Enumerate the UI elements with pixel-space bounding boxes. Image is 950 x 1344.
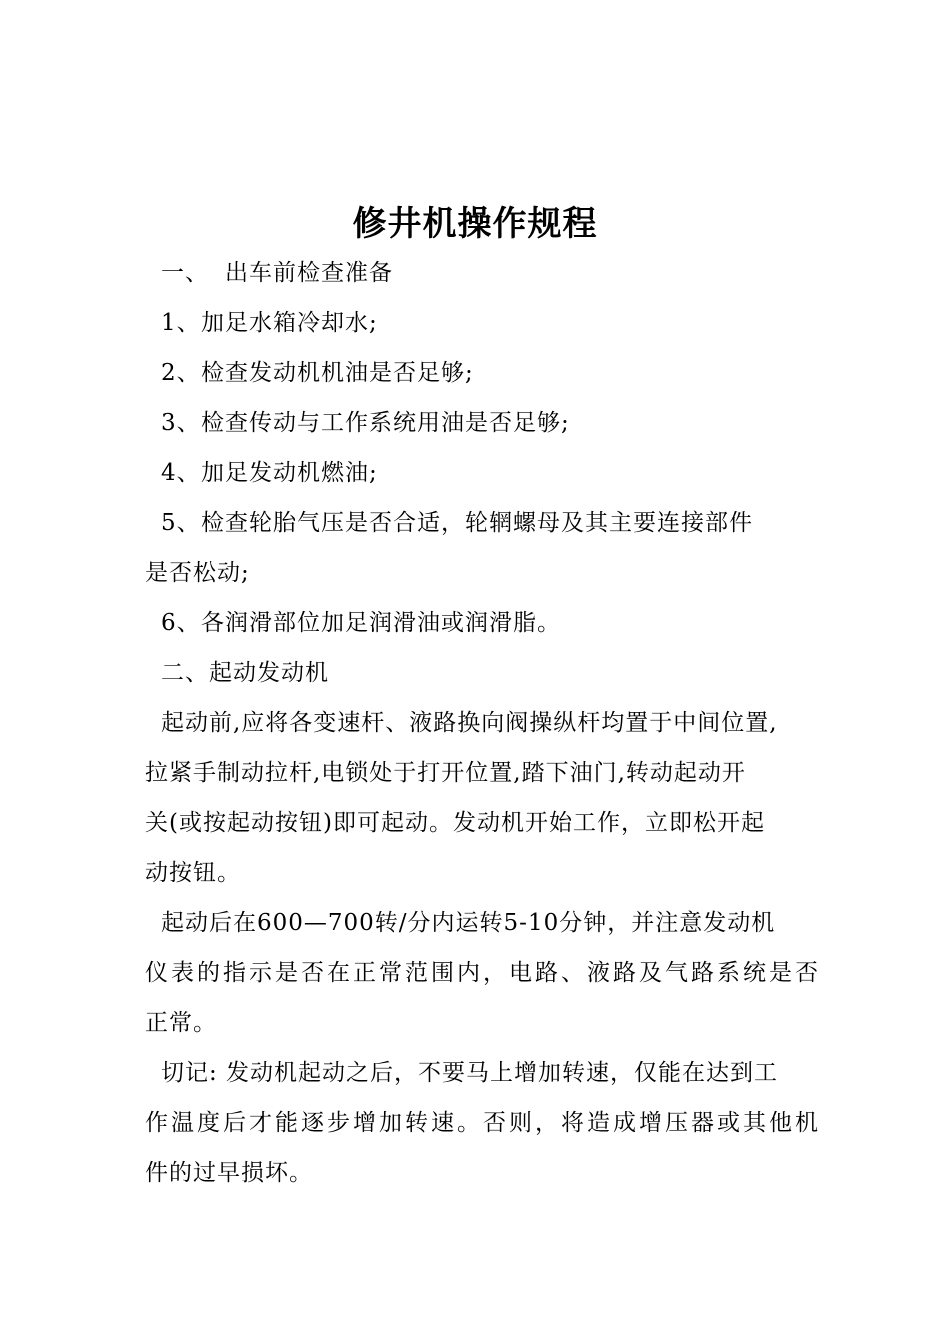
list-item-text: 检查发动机机油是否足够; [201,360,474,386]
paragraph-line: 仪表的指示是否在正常范围内，电路、液路及气路系统是否 [145,960,821,986]
list-item [145,348,835,398]
section2-heading: 二、起动发动机 [161,660,329,686]
list-item-num: 3、 [161,410,201,436]
list-item-num: 5、 [161,510,201,536]
list-item-num: 2、 [161,360,201,386]
paragraph-line: 起动前,应将各变速杆、液路换向阀操纵杆均置于中间位置, [161,710,778,736]
list-item [145,448,835,498]
list-item-text: 加足发动机燃油; [201,460,378,486]
paragraph-line: 件的过早损坏。 [145,1160,313,1186]
list-item-text: 各润滑部位加足润滑油或润滑脂。 [201,610,561,636]
paragraph-line: 动按钮。 [145,860,241,886]
section1-num: 一、 [161,260,209,286]
section1-heading-text: 出车前检查准备 [225,260,393,286]
list-item [145,498,835,548]
list-item [145,598,835,648]
paragraph-line: 起动后在600—700转/分内运转5-10分钟，并注意发动机 [161,910,776,936]
list-item-num: 6、 [161,610,201,636]
list-item-text: 加足水箱冷却水; [201,310,378,336]
list-item-text: 检查轮胎气压是否合适，轮辋螺母及其主要连接部件 [201,510,753,536]
list-item [145,398,835,448]
list-item-continuation: 是否松动; [145,560,250,586]
paragraph-line: 拉紧手制动拉杆,电锁处于打开位置,踏下油门,转动起动开 [145,760,746,786]
list-item [145,298,835,348]
section1-heading [145,248,835,298]
list-item-text: 检查传动与工作系统用油是否足够; [201,410,570,436]
paragraph-line: 切记: 发动机起动之后，不要马上增加转速，仅能在达到工 [161,1060,779,1086]
list-item-num: 1、 [161,310,201,336]
document-title: 修井机操作规程 [352,204,598,244]
paragraph-line: 作温度后才能逐步增加转速。否则，将造成增压器或其他机 [145,1110,821,1136]
paragraph-line: 关(或按起动按钮)即可起动。发动机开始工作，立即松开起 [145,810,765,836]
paragraph-line: 正常。 [145,1010,217,1036]
list-item-num: 4、 [161,460,201,486]
